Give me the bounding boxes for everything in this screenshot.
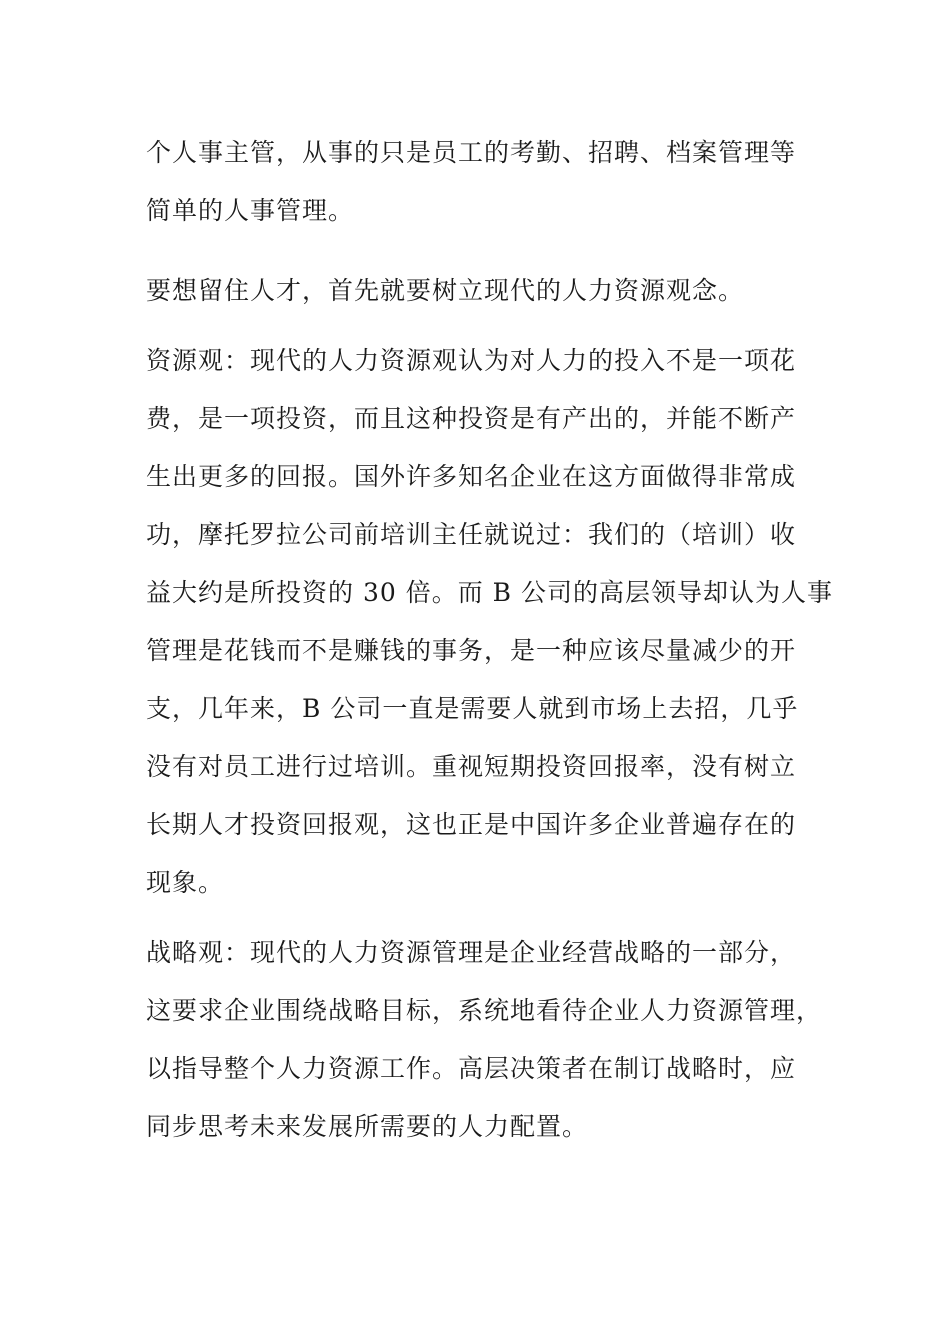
text-line: 长期人才投资回报观，这也正是中国许多企业普遍存在的 xyxy=(146,810,797,839)
text-line: 个人事主管，从事的只是员工的考勤、招聘、档案管理等 xyxy=(146,138,797,167)
paragraph-resource-view xyxy=(146,332,833,912)
text-line: 以指导整个人力资源工作。高层决策者在制订战略时，应 xyxy=(146,1054,797,1083)
text-line: 管理是花钱而不是赚钱的事务，是一种应该尽量减少的开 xyxy=(146,636,797,665)
text-line: 功，摩托罗拉公司前培训主任就说过：我们的（培训）收 xyxy=(146,520,797,549)
text-line: 资源观：现代的人力资源观认为对人力的投入不是一项花 xyxy=(146,346,797,375)
text-line: 益大约是所投资的 30 倍。而 B 公司的高层领导却认为人事 xyxy=(146,578,833,607)
text-line: 同步思考未来发展所需要的人力配置。 xyxy=(146,1112,589,1141)
text-line: 费，是一项投资，而且这种投资是有产出的，并能不断产 xyxy=(146,404,797,433)
paragraph-hr-supervisor xyxy=(146,124,806,240)
text-line: 战略观：现代的人力资源管理是企业经营战略的一部分， xyxy=(146,938,797,967)
text-line: 现象。 xyxy=(146,868,225,897)
text-line: 要想留住人才，首先就要树立现代的人力资源观念。 xyxy=(146,276,745,305)
text-line: 这要求企业围绕战略目标，系统地看待企业人力资源管理， xyxy=(146,996,823,1025)
text-line: 生出更多的回报。国外许多知名企业在这方面做得非常成 xyxy=(146,462,797,491)
paragraph-retain-talent xyxy=(146,262,806,320)
text-line: 支，几年来，B 公司一直是需要人就到市场上去招，几乎 xyxy=(146,694,799,723)
text-line: 简单的人事管理。 xyxy=(146,196,355,225)
text-line: 没有对员工进行过培训。重视短期投资回报率，没有树立 xyxy=(146,752,797,781)
paragraph-strategy-view xyxy=(146,924,823,1156)
